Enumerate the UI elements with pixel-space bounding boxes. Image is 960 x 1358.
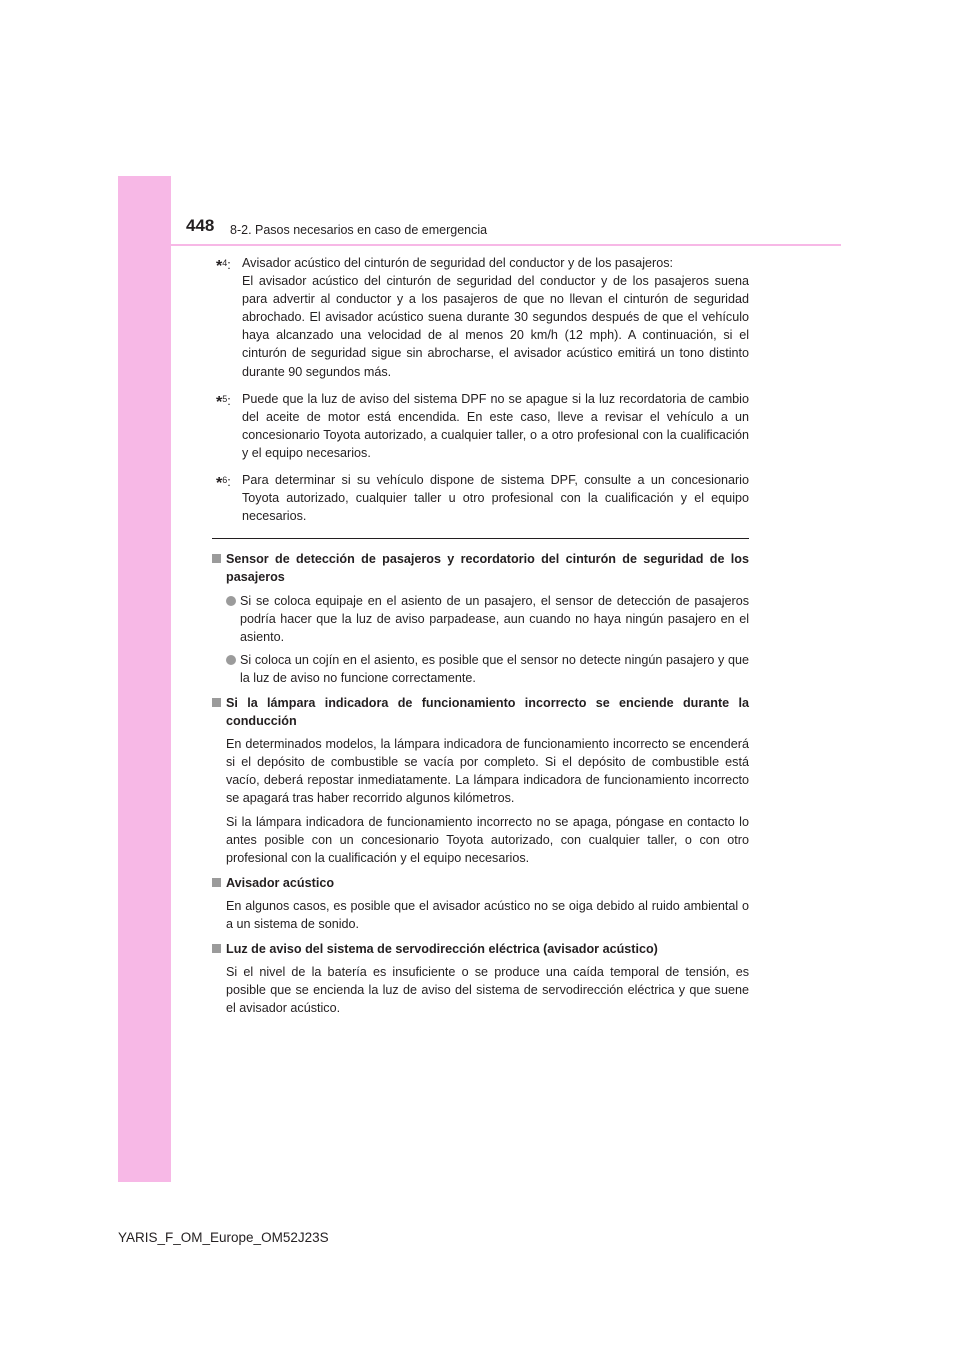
footnote-label xyxy=(216,390,231,412)
footnote-colon: : xyxy=(227,393,231,408)
footnote-text: Puede que la luz de aviso del sistema DPF no se apague si la luz recordatoria de cambio del aceite de motor está encendida. En este caso, lleve a revisar el vehículo a un concesionario Toyota autorizado, a cualquier taller, o a otro profesional con la cualificación y el equipo necesarios. xyxy=(242,391,749,460)
topic-passenger-sensor xyxy=(212,550,749,687)
footnote-number: 6 xyxy=(222,475,228,486)
footnote-colon: : xyxy=(227,475,231,490)
topic-paragraph: En algunos casos, es posible que el avisador acústico no se oiga debido al ruido ambiental o a un sistema de sonido. xyxy=(226,898,749,931)
topic-malfunction-lamp xyxy=(212,694,749,867)
topic-title: Avisador acústico xyxy=(226,875,335,890)
section-divider xyxy=(212,538,749,539)
asterisk-icon: * xyxy=(216,258,223,275)
page-number: 448 xyxy=(186,216,215,235)
page-content xyxy=(212,254,749,1024)
header-rule xyxy=(171,244,841,246)
footnote-colon: : xyxy=(227,258,231,272)
footnote-number: 4 xyxy=(222,258,228,268)
footnote-heading: Avisador acústico del cinturón de seguridad del conductor y de los pasajeros: xyxy=(242,256,674,270)
footnote-text: El avisador acústico del cinturón de seguridad del conductor y de los pasajeros suena para advertir al conductor y a los pasajeros de que no llevan el cinturón de seguridad abrochado. El avisador acústico suena durante 30 segundos después de que el vehículo haya alcanzado una velocidad de al menos 20 km/h (12 mph). A continuación, si el cinturón de seguridad sigue sin abrocharse, el avisador acústico emitirá un tono distinto durante 90 segundos más. xyxy=(242,274,749,379)
document-id-footer: YARIS_F_OM_Europe_OM52J23S xyxy=(118,1230,329,1245)
footnote-6 xyxy=(212,471,749,525)
chapter-sidebar-tab xyxy=(118,176,171,1182)
bullet-text: Si coloca un cojín en el asiento, es posible que el sensor no detecte ningún pasajero y que la luz de aviso no funcione correctamente. xyxy=(240,652,749,685)
topic-buzzer xyxy=(212,874,749,933)
bullet-text: Si se coloca equipaje en el asiento de un pasajero, el sensor de detección de pasajeros podría hacer que la luz de aviso parpadease, aun cuando no haya ningún pasajero en el asiento. xyxy=(240,593,749,644)
square-bullet-icon xyxy=(212,878,221,887)
topic-paragraph: Si la lámpara indicadora de funcionamiento incorrecto no se apaga, póngase en contacto lo antes posible con un concesionario Toyota autorizado, con cualquier taller, o con otro profesional con la cualificación y el equipo necesarios. xyxy=(226,814,749,865)
footnote-text: Para determinar si su vehículo dispone de sistema DPF, consulte a un concesionario Toyota autorizado, cualquier taller u otro profesional con la cualificación y el equipo necesarios. xyxy=(242,473,749,524)
footnote-number: 5 xyxy=(222,393,228,404)
topic-paragraph: En determinados modelos, la lámpara indicadora de funcionamiento incorrecto se encenderá si el depósito de combustible se vacía por completo. Si el depósito de combustible está vacío, deberá repostar inmediatamente. La lámpara indicadora de funcionamiento incorrecto se apagará tras haber recorrido algunos kilómetros. xyxy=(226,737,749,806)
square-bullet-icon xyxy=(212,944,221,953)
bullet-item xyxy=(226,592,749,646)
asterisk-icon: * xyxy=(216,475,223,493)
footnote-5 xyxy=(212,390,749,462)
bullet-item xyxy=(226,651,749,687)
topic-eps-warning xyxy=(212,940,749,1017)
section-title: 8-2. Pasos necesarios en caso de emergencia xyxy=(230,223,488,237)
topic-title: Si la lámpara indicadora de funcionamiento incorrecto se enciende durante la conducción xyxy=(226,695,749,729)
square-bullet-icon xyxy=(212,698,221,707)
topic-paragraph: Si el nivel de la batería es insuficiente o se produce una caída temporal de tensión, es posible que se encienda la luz de aviso del sistema de servodirección eléctrica y que suene el avisador acústico. xyxy=(226,965,749,1016)
square-bullet-icon xyxy=(212,554,221,563)
topic-title: Luz de aviso del sistema de servodirección eléctrica (avisador acústico) xyxy=(226,942,658,957)
circle-bullet-icon xyxy=(226,596,236,606)
footnote-label xyxy=(216,471,231,493)
asterisk-icon: * xyxy=(216,393,223,411)
circle-bullet-icon xyxy=(226,655,236,665)
footnote-4 xyxy=(212,254,749,381)
footnote-label xyxy=(216,254,231,276)
topic-title: Sensor de detección de pasajeros y recordatorio del cinturón de seguridad de los pasajeros xyxy=(226,552,749,585)
